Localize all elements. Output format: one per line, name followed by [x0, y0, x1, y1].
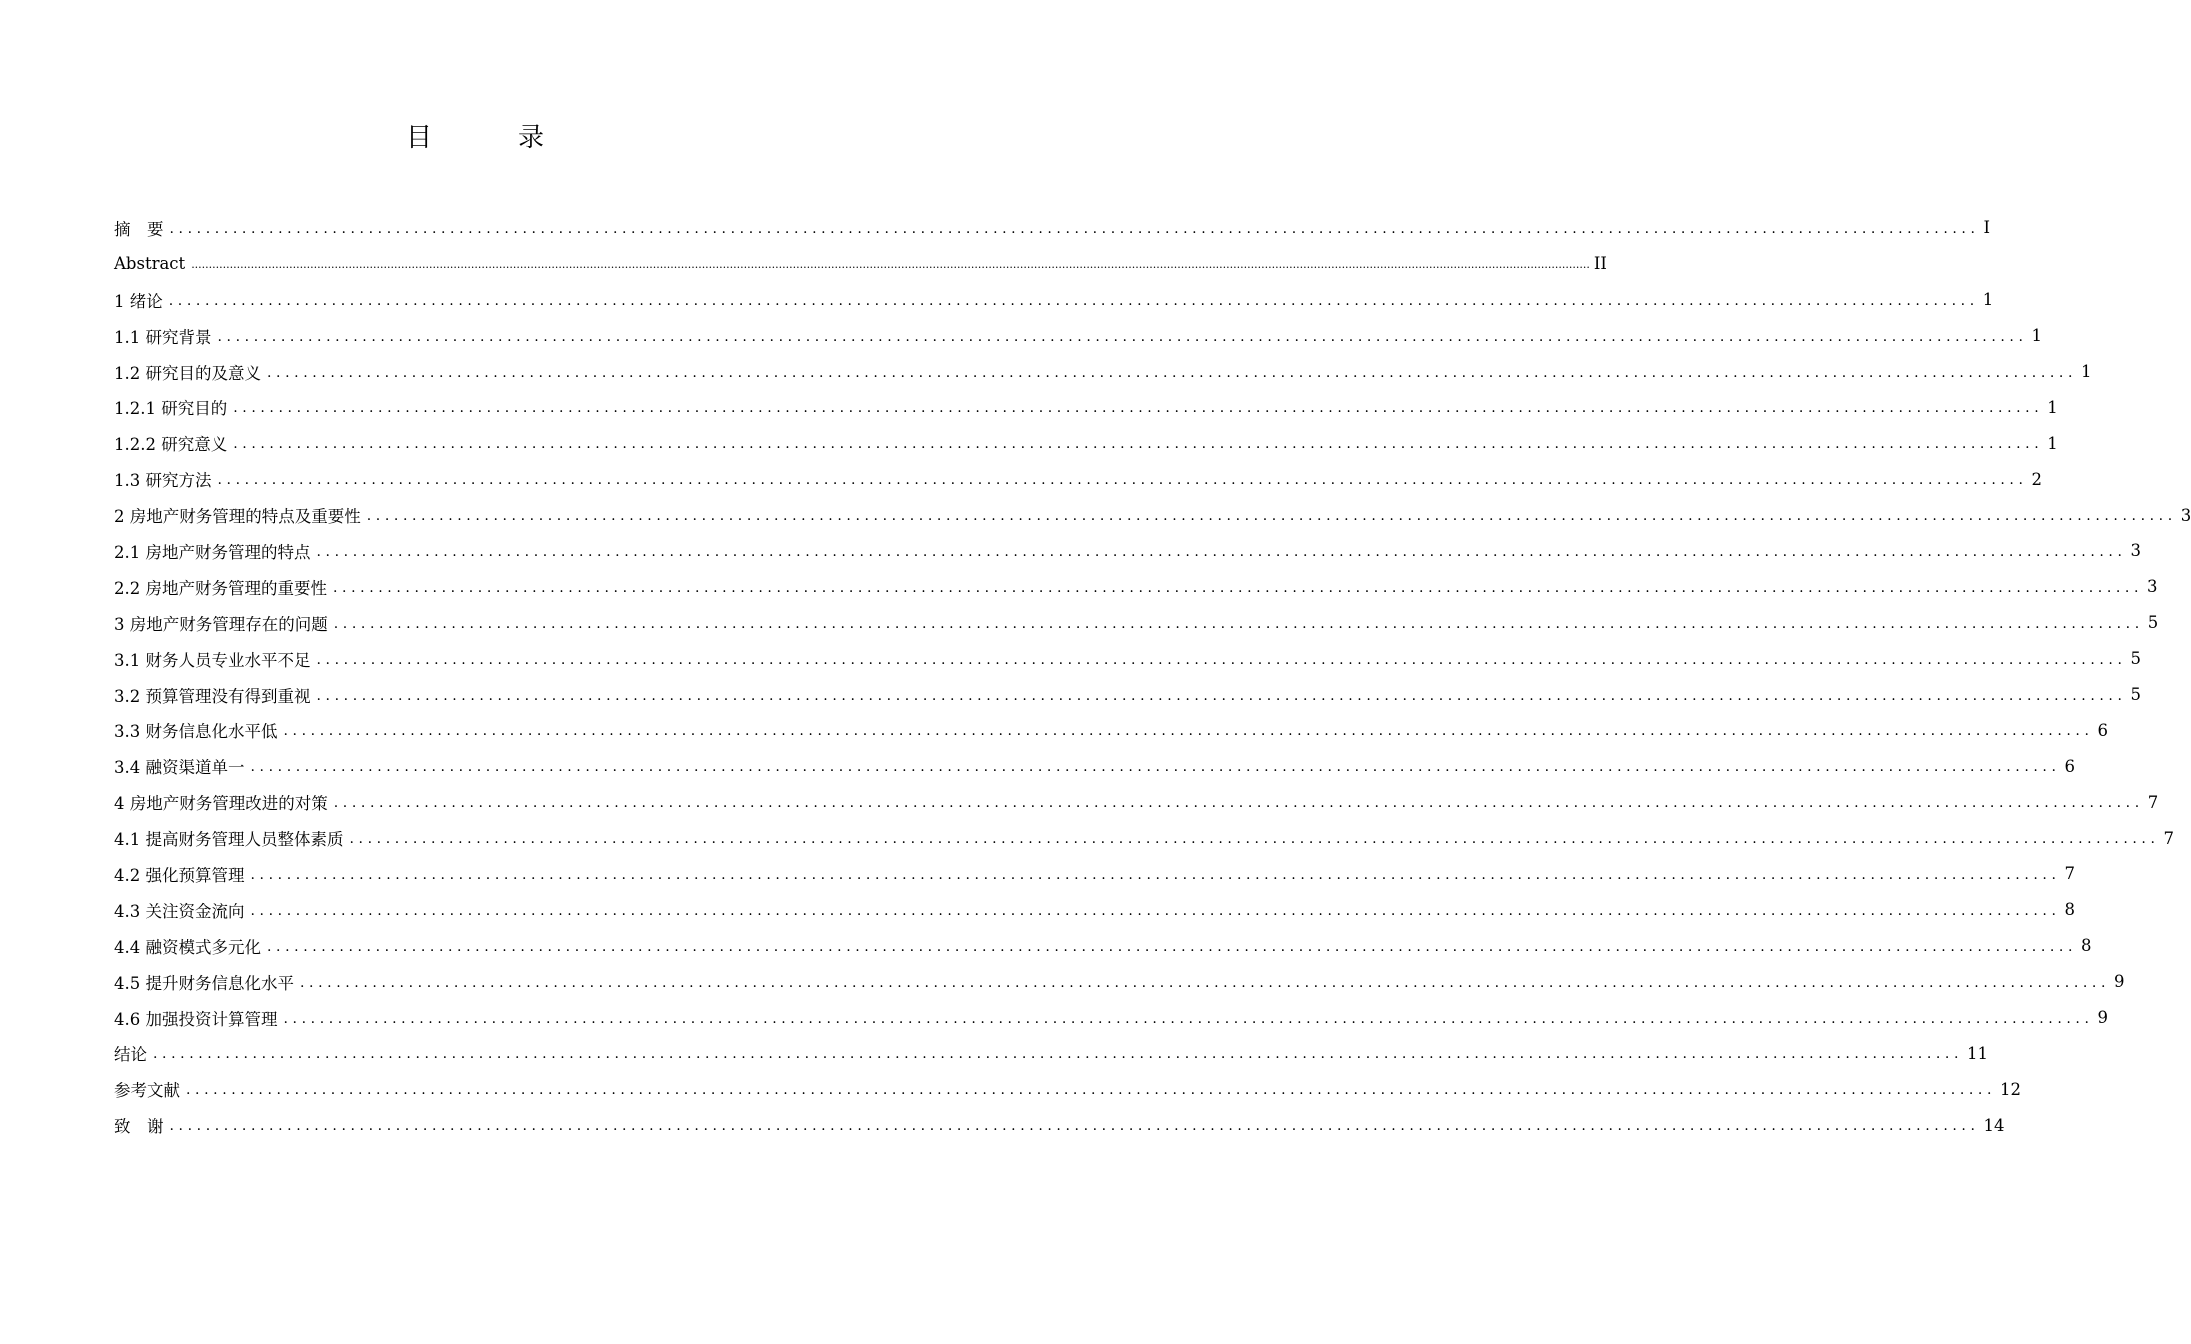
- toc-entry-page: 1: [2081, 362, 2092, 381]
- toc-leader-dots: ........................................................................................................................................................................................................: [333, 795, 2144, 812]
- toc-entry-label: 3.2 预算管理没有得到重视: [114, 686, 311, 706]
- toc-entry-page: 5: [2130, 685, 2142, 705]
- toc-entry-label: 3.3 财务信息化水平低: [114, 722, 278, 742]
- toc-leader-dots: ........................................................................................................................................................................................................: [233, 436, 2044, 453]
- toc-leader-dots: ........................................................................................................................................................................................................: [316, 651, 2127, 668]
- toc-leader-dots: ........................................................................................................................................................................................................: [283, 723, 2094, 740]
- toc-entry[interactable]: [114, 712, 2109, 748]
- toc-entry-page: 1: [2031, 326, 2043, 346]
- toc-entry-label: 4.4 融资模式多元化: [114, 937, 261, 957]
- toc-entry-label: 1.2 研究目的及意义: [114, 363, 261, 383]
- toc-entry-page: II: [1593, 254, 1607, 274]
- toc-entry-label: 2 房地产财务管理的特点及重要性: [114, 507, 361, 527]
- toc-leader-dots: ........................................................................................................................................................................................................: [366, 508, 2177, 525]
- toc-entry[interactable]: [114, 1071, 2022, 1107]
- toc-entry-label: 1.2.2 研究意义: [114, 435, 228, 455]
- toc-entry[interactable]: [114, 892, 2076, 928]
- toc-entry[interactable]: [114, 748, 2076, 784]
- toc-entry-label: 4.3 关注资金流向: [114, 901, 245, 921]
- toc-entry-page: 1: [1982, 290, 1994, 310]
- toc-leader-dots: ........................................................................................................................................................................................................: [333, 615, 2144, 632]
- toc-entry[interactable]: [114, 928, 2092, 964]
- toc-entry-page: 9: [2114, 972, 2125, 992]
- toc-entry[interactable]: [114, 318, 2043, 354]
- toc-entry-page: 8: [2064, 900, 2076, 920]
- toc-leader-dots: ........................................................................................................................................................................................................: [250, 866, 2061, 883]
- toc-entry[interactable]: [114, 677, 2142, 713]
- toc-entry-page: 8: [2081, 936, 2092, 956]
- toc-entry-page: 6: [2064, 756, 2076, 776]
- toc-entry-label: 4.1 提高财务管理人员整体素质: [114, 830, 344, 850]
- toc-entry-label: 摘 要: [114, 219, 164, 239]
- toc-leader-dots: ........................................................................................................................................................................................................: [217, 328, 2028, 345]
- toc-entry-label: 2.2 房地产财务管理的重要性: [114, 578, 327, 598]
- toc-entry[interactable]: [114, 964, 2125, 1000]
- toc-entry-label: 4.6 加强投资计算管理: [114, 1009, 278, 1029]
- toc-entry[interactable]: [114, 1035, 1989, 1071]
- toc-leader-dots: ........................................................................................................................................................................................................: [168, 292, 1979, 309]
- toc-entry-page: 2: [2031, 469, 2043, 489]
- toc-leader-dots: ........................................................................................................................................................................................................: [283, 1010, 2094, 1027]
- toc-entry[interactable]: [114, 354, 2092, 390]
- toc-entry-label: 参考文献: [114, 1081, 180, 1101]
- toc-leader-dots: ........................................................................................................................................................................................................: [250, 759, 2061, 776]
- toc-leader-dots: ........................................................................................................................................................................................................: [217, 472, 2028, 489]
- toc-entry[interactable]: [114, 1000, 2109, 1036]
- toc-entry-page: 3: [2147, 577, 2158, 597]
- toc-entry-label: 3.1 财务人员专业水平不足: [114, 650, 311, 670]
- toc-entry-label: 3.4 融资渠道单一: [114, 758, 245, 778]
- toc-entry-label: 1.3 研究方法: [114, 471, 212, 491]
- toc-entry-page: 7: [2064, 864, 2076, 884]
- toc-entry-page: I: [1983, 218, 1991, 238]
- toc-entry[interactable]: [114, 1107, 2005, 1143]
- toc-leader-dots: ........................................................................................................................................................................................................: [267, 938, 2078, 955]
- toc-entry-page: 5: [2130, 649, 2142, 669]
- toc-entry[interactable]: [114, 856, 2076, 892]
- toc-entry-page: 1: [2047, 433, 2058, 453]
- toc-entry-label: 致 谢: [114, 1117, 164, 1137]
- toc-entry-label: 2.1 房地产财务管理的特点: [114, 542, 311, 562]
- toc-entry[interactable]: [114, 569, 2158, 605]
- toc-entry[interactable]: [114, 641, 2142, 677]
- toc-entry[interactable]: [114, 389, 2058, 425]
- toc-entry-label: 1.1 研究背景: [114, 327, 212, 347]
- toc-entry[interactable]: [114, 605, 2159, 641]
- toc-leader-dots: ........................................................................................................................................................................................................: [169, 220, 1980, 237]
- toc-entry-page: 5: [2147, 613, 2159, 633]
- toc-entry[interactable]: [114, 246, 1607, 282]
- toc-leader-dots: ........................................................................................................................................................................................................: [300, 974, 2111, 991]
- toc-entry-label: Abstract: [114, 254, 186, 274]
- toc-leader-dots: ........................................................................................................................................................................................................: [316, 687, 2127, 704]
- toc-entry-page: 3: [2130, 541, 2142, 561]
- toc-leader-dots: ........................................................................................................................................................................................................: [169, 1118, 1980, 1135]
- toc-entry[interactable]: [114, 461, 2043, 497]
- toc-leader-dots: ........................................................................................................................................................................................................: [267, 364, 2078, 381]
- toc-entry-page: 11: [1967, 1043, 1989, 1063]
- page-title: 目 录: [405, 123, 574, 153]
- toc-entry-label: 3 房地产财务管理存在的问题: [114, 614, 328, 634]
- toc-entry-page: 7: [2163, 828, 2175, 848]
- toc-entry-label: 4.2 强化预算管理: [114, 865, 245, 885]
- toc-entry-page: 6: [2097, 720, 2109, 740]
- toc-leader-dots: ........................................................................................................................................................................................................: [186, 1082, 1997, 1099]
- toc-entry-page: 12: [2000, 1079, 2022, 1099]
- toc-entry[interactable]: [114, 425, 2058, 461]
- toc-entry-page: 1: [2047, 397, 2058, 417]
- toc-entry[interactable]: [114, 820, 2175, 856]
- toc-leader-dots: ........................................................................................................................................................................................................: [349, 831, 2160, 848]
- toc-leader-dots: ........................................................................................................................................................................................................: [333, 579, 2144, 596]
- toc-entry-label: 1.2.1 研究目的: [114, 399, 228, 419]
- toc-entry[interactable]: [114, 282, 1994, 318]
- toc-leader-dots: ........................................................................................................................................................................................................: [250, 902, 2061, 919]
- toc-entry-page: 9: [2097, 1008, 2109, 1028]
- toc-entry[interactable]: [114, 210, 1991, 246]
- toc-entry[interactable]: [114, 533, 2142, 569]
- toc-leader-dots: ........................................................................................................................................................................................................: [316, 543, 2127, 560]
- toc-entry-label: 4 房地产财务管理改进的对策: [114, 794, 328, 814]
- toc-entry[interactable]: [114, 497, 2191, 533]
- toc-entry-page: 7: [2147, 792, 2159, 812]
- toc-leader-dots: ........................................................................................................................................................................................................: [233, 400, 2044, 417]
- toc-entry-label: 1 绪论: [114, 291, 163, 311]
- toc-leader-dots: ........................................................................................................................................................................................................: [153, 1046, 1964, 1063]
- toc-entry-page: 14: [1983, 1115, 2005, 1135]
- toc-entry-label: 4.5 提升财务信息化水平: [114, 973, 294, 993]
- toc-leader-dots: ................................................................................................................................................................................................................................................................................................................................................................................................................: [191, 257, 1590, 271]
- table-of-contents: [114, 210, 2191, 1143]
- toc-entry[interactable]: [114, 784, 2159, 820]
- toc-entry-page: 3: [2180, 505, 2191, 525]
- toc-entry-label: 结论: [114, 1045, 147, 1065]
